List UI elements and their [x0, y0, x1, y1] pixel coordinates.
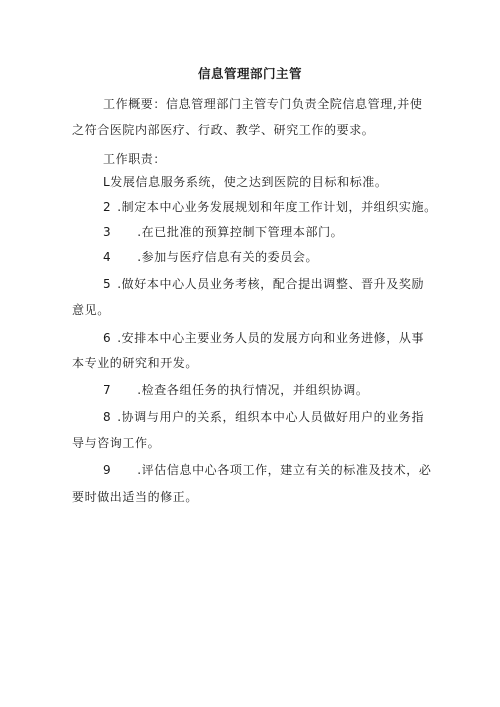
duty-number: 3 — [103, 225, 112, 239]
duty-number: 7 — [103, 383, 112, 397]
duty-item-2 — [103, 198, 437, 215]
document-title: 信息管理部门主管 — [197, 66, 302, 81]
duty-number: L — [103, 175, 111, 189]
duty-item-3 — [103, 223, 343, 240]
duty-number: 9 — [103, 463, 112, 477]
duty-text: .安排本中心主要业务人员的发展方向和业务进修，从事 — [117, 331, 425, 345]
duty-number: 6 — [103, 331, 112, 345]
duty-item-8 — [103, 408, 424, 425]
duty-text: .评估信息中心各项工作，建立有关的标准及技术，必 — [137, 463, 432, 477]
duty-item-6-continuation: 本专业的研究和开发。 — [72, 356, 199, 370]
duty-text: .参加与医疗信息有关的委员会。 — [137, 250, 319, 264]
duty-text: .检查各组任务的执行情况，并组织协调。 — [137, 383, 369, 397]
duty-text: 发展信息服务系统，使之达到医院的目标和标准。 — [110, 175, 388, 189]
duty-text: .协调与用户的关系，组织本中心人员做好用户的业务指 — [117, 410, 425, 424]
duty-text: .在已批准的预算控制下管理本部门。 — [137, 225, 344, 239]
duty-item-9-continuation: 要时做出适当的修正。 — [72, 490, 199, 504]
duty-number: 5 — [103, 277, 112, 291]
duty-item-8-continuation: 导与咨询工作。 — [72, 436, 161, 450]
duty-item-5 — [103, 275, 424, 292]
duty-item-6 — [103, 329, 424, 346]
duty-item-4 — [103, 248, 318, 265]
duty-text: .制定本中心业务发展规划和年度工作计划，并组织实施。 — [117, 200, 437, 214]
overview-line-2: 之符合医院内部医疗、行政、教学、研究工作的要求。 — [72, 123, 375, 137]
duty-number: 4 — [103, 250, 112, 264]
overview-line-1: 工作概要：信息管理部门主管专门负责全院信息管理,并使 — [103, 97, 423, 111]
duty-number: 2 — [103, 200, 112, 214]
duties-heading: 工作职责： — [103, 152, 167, 166]
duty-item-7 — [103, 381, 368, 398]
duty-item-1 — [103, 173, 388, 190]
duty-number: 8 — [103, 410, 112, 424]
duty-item-5-continuation: 意见。 — [72, 303, 110, 317]
duty-text: .做好本中心人员业务考核，配合提出调整、晋升及奖励 — [117, 277, 425, 291]
duty-item-9 — [103, 461, 431, 478]
